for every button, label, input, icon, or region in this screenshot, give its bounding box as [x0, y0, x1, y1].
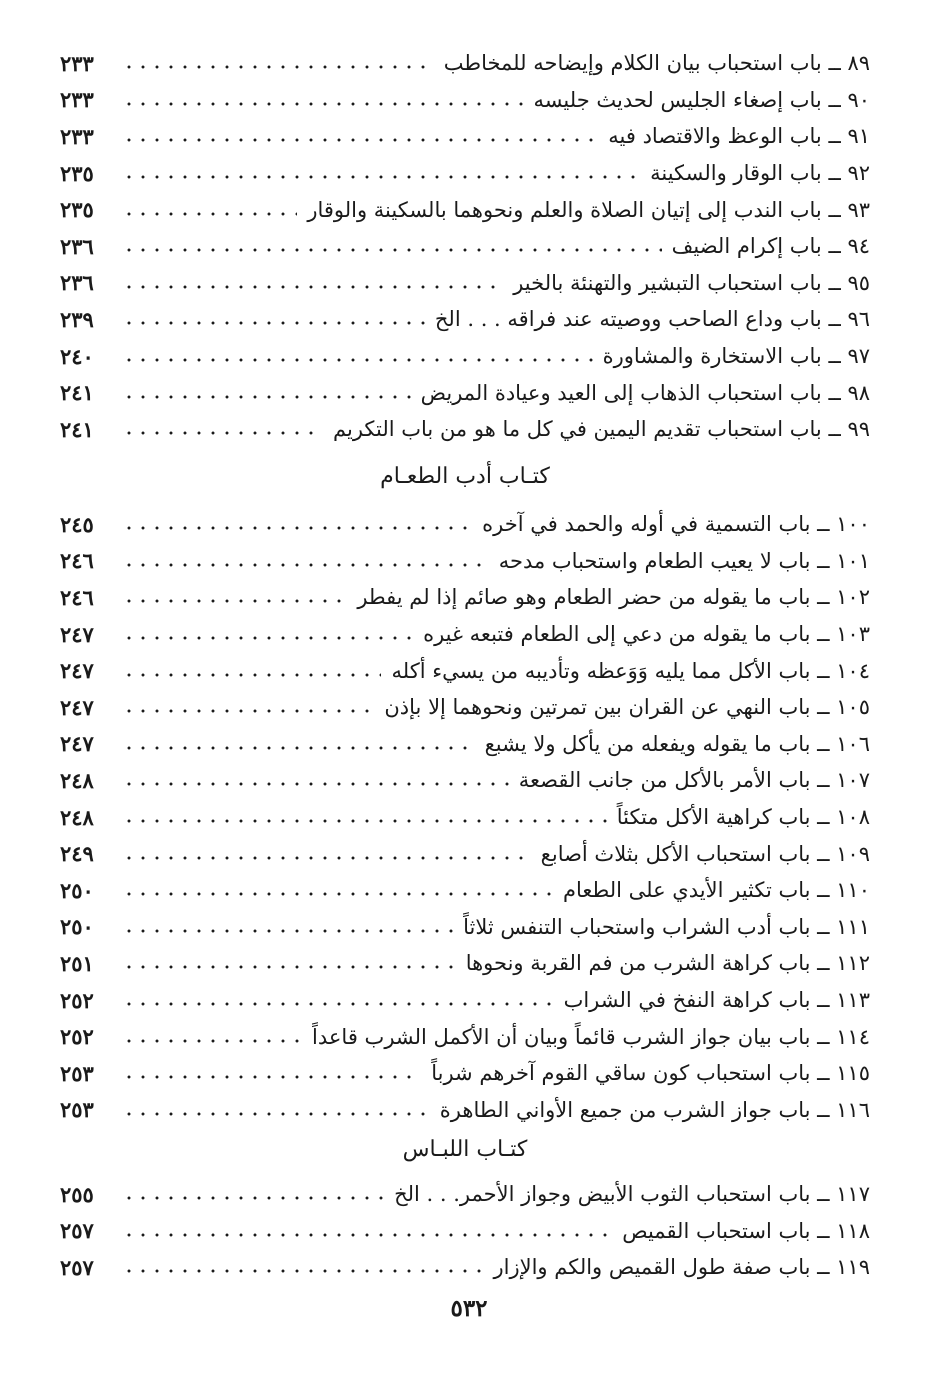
entry-title: ٩٩ ــ باب استحباب تقديم اليمين في كل ما هو من باب التكريم	[333, 417, 870, 442]
toc-entry	[60, 799, 870, 836]
entry-page-number: ٢٥٧	[60, 1218, 94, 1244]
dot-leader	[122, 173, 640, 181]
entry-title: ٩٥ ــ باب استحباب التبشير والتهنئة بالخير	[513, 270, 870, 295]
entry-title: ١٠٩ ــ باب استحباب الأكل بثلاث أصابع	[540, 841, 870, 866]
toc-entry	[60, 1249, 870, 1286]
toc-entry	[60, 228, 870, 265]
entry-title: ١٠٢ ــ باب ما يقوله من حضر الطعام وهو صائم إذا لم يفطر	[357, 585, 870, 610]
entry-page-number: ٢٥٧	[60, 1254, 94, 1280]
dot-leader	[122, 597, 347, 605]
dot-leader	[122, 963, 456, 971]
entry-page-number: ٢٣٦	[60, 270, 94, 296]
entry-page-number: ٢٤٥	[60, 511, 94, 537]
entry-title: ٩٤ ــ باب إكرام الضيف	[671, 234, 870, 259]
toc-entry	[60, 338, 870, 375]
dot-leader	[122, 429, 323, 437]
page-number: ٥٣٢	[450, 1295, 488, 1322]
entry-title: ١١٦ ــ باب جواز الشرب من جميع الأواني الطاهرة	[439, 1097, 870, 1122]
toc-entry	[60, 543, 870, 580]
dot-leader	[122, 393, 411, 401]
toc-entry	[60, 762, 870, 799]
entry-page-number: ٢٣٣	[60, 50, 94, 76]
entry-page-number: ٢٥٣	[60, 1060, 94, 1086]
entry-page-number: ٢٤٧	[60, 658, 94, 684]
toc-entry	[60, 118, 870, 155]
toc-entry	[60, 652, 870, 689]
dot-leader	[122, 927, 453, 935]
toc-entry	[60, 689, 870, 726]
entry-page-number: ٢٤٧	[60, 731, 94, 757]
entry-page-number: ٢٤٦	[60, 548, 94, 574]
dot-leader	[122, 63, 434, 71]
entry-page-number: ٢٤٦	[60, 584, 94, 610]
entry-page-number: ٢٣٣	[60, 87, 94, 113]
entry-page-number: ٢٤٠	[60, 343, 94, 369]
entry-title: ٩٦ ــ باب وداع الصاحب ووصيته عند فراقه . . . الخ	[434, 307, 870, 332]
dot-leader	[122, 817, 607, 825]
entry-title: ١١٩ ــ باب صفة طول القميص والكم والإزار	[493, 1255, 870, 1280]
dot-leader	[122, 524, 472, 532]
dot-leader	[122, 634, 413, 642]
entry-title: ٩٣ ــ باب الندب إلى إتيان الصلاة والعلم ونحوهما بالسكينة والوقار	[307, 197, 870, 222]
entry-title: ٩٨ ــ باب استحباب الذهاب إلى العيد وعيادة المريض	[420, 380, 870, 405]
toc-entry	[60, 1092, 870, 1129]
entry-title: ١٠٧ ــ باب الأمر بالأكل من جانب القصعة	[518, 768, 870, 793]
dot-leader	[122, 246, 662, 254]
dot-leader	[122, 1110, 430, 1118]
dot-leader	[122, 1231, 612, 1239]
dot-leader	[122, 100, 523, 108]
dot-leader	[122, 1000, 554, 1008]
toc-entry	[60, 1055, 870, 1092]
toc-entry	[60, 506, 870, 543]
toc-entry	[60, 982, 870, 1019]
toc-entry	[60, 191, 870, 228]
entry-title: ١١١ ــ باب أدب الشراب واستحباب التنفس ثلاثاً	[463, 914, 870, 939]
entry-page-number: ٢٥١	[60, 950, 94, 976]
entry-title: ١١٢ ــ باب كراهة الشرب من فم القربة ونحوها	[465, 951, 870, 976]
entry-title: ٩٢ ــ باب الوقار والسكينة	[650, 161, 870, 186]
entry-page-number: ٢٥٠	[60, 877, 94, 903]
toc-group-1	[60, 506, 870, 1128]
entry-page-number: ٢٤٩	[60, 841, 94, 867]
toc-entry	[60, 835, 870, 872]
section-heading: كتـاب أدب الطعـام	[380, 464, 550, 489]
entry-title: ١٠١ ــ باب لا يعيب الطعام واستحباب مدحه	[498, 548, 870, 573]
entry-page-number: ٢٣٦	[60, 233, 94, 259]
dot-leader	[122, 319, 425, 327]
entry-title: ١٠٥ ــ باب النهي عن القران بين تمرتين ونحوهما إلا بإذن	[384, 695, 870, 720]
entry-page-number: ٢٥٢	[60, 1024, 94, 1050]
entry-title: ١٠٦ ــ باب ما يقوله ويفعله من يأكل ولا يشبع	[484, 731, 870, 756]
dot-leader	[122, 744, 475, 752]
toc-entry	[60, 155, 870, 192]
toc-entry	[60, 945, 870, 982]
entry-page-number: ٢٣٩	[60, 306, 94, 332]
entry-title: ٩١ ــ باب الوعظ والاقتصاد فيه	[608, 124, 870, 149]
dot-leader	[122, 210, 297, 218]
entry-title: ٩٠ ــ باب إصغاء الجليس لحديث جليسه	[533, 87, 870, 112]
dot-leader	[122, 780, 509, 788]
toc-group-0	[60, 45, 870, 448]
entry-title: ١٠٠ ــ باب التسمية في أوله والحمد في آخره	[482, 512, 870, 537]
entry-title: ١١٥ ــ باب استحباب كون ساقي القوم آخرهم شرباً	[431, 1061, 870, 1086]
entry-page-number: ٢٥٣	[60, 1097, 94, 1123]
toc-entry	[60, 82, 870, 119]
toc-entry	[60, 872, 870, 909]
entry-page-number: ٢٣٣	[60, 123, 94, 149]
dot-leader	[122, 283, 503, 291]
entry-page-number: ٢٤١	[60, 380, 94, 406]
entry-title: ٨٩ ــ باب استحباب بيان الكلام وإيضاحه للمخاطب	[443, 51, 870, 76]
dot-leader	[122, 1194, 384, 1202]
toc-group-2	[60, 1176, 870, 1286]
toc-entry	[60, 1176, 870, 1213]
entry-page-number: ٢٤١	[60, 416, 94, 442]
toc-entry	[60, 1213, 870, 1250]
entry-title: ٩٧ ــ باب الاستخارة والمشاورة	[602, 344, 870, 369]
toc-entry	[60, 1018, 870, 1055]
toc-entry	[60, 301, 870, 338]
dot-leader	[122, 561, 489, 569]
entry-page-number: ٢٤٨	[60, 804, 94, 830]
entry-title: ١٠٨ ــ باب كراهية الأكل متكئاً	[616, 805, 870, 830]
dot-leader	[122, 707, 374, 715]
entry-page-number: ٢٥٠	[60, 914, 94, 940]
dot-leader	[122, 1267, 484, 1275]
entry-page-number: ٢٤٧	[60, 694, 94, 720]
entry-title: ١١٤ ــ باب بيان جواز الشرب قائماً وبيان أن الأكمل الشرب قاعداً	[312, 1024, 870, 1049]
toc-entry	[60, 265, 870, 302]
dot-leader	[122, 356, 593, 364]
entry-page-number: ٢٣٥	[60, 160, 94, 186]
entry-page-number: ٢٤٧	[60, 621, 94, 647]
toc-entry	[60, 616, 870, 653]
dot-leader	[122, 671, 381, 679]
toc-entry	[60, 45, 870, 82]
toc-entry	[60, 411, 870, 448]
entry-page-number: ٢٥٢	[60, 987, 94, 1013]
dot-leader	[122, 890, 553, 898]
dot-leader	[122, 1037, 302, 1045]
toc-entry	[60, 374, 870, 411]
entry-page-number: ٢٤٨	[60, 767, 94, 793]
entry-title: ١١٨ ــ باب استحباب القميص	[622, 1218, 870, 1243]
entry-title: ١١٣ ــ باب كراهة النفخ في الشراب	[563, 988, 870, 1013]
entry-title: ١٠٣ ــ باب ما يقوله من دعي إلى الطعام فتبعه غيره	[423, 622, 870, 647]
toc-entry	[60, 579, 870, 616]
dot-leader	[122, 854, 531, 862]
entry-title: ١١٧ ــ باب استحباب الثوب الأبيض وجواز الأحمر. . . الخ	[394, 1182, 870, 1207]
entry-page-number: ٢٥٥	[60, 1181, 94, 1207]
entry-title: ١١٠ ــ باب تكثير الأيدي على الطعام	[562, 878, 870, 903]
toc-entry	[60, 726, 870, 763]
dot-leader	[122, 136, 598, 144]
toc-entry	[60, 909, 870, 946]
section-heading: كتـاب اللبـاس	[402, 1137, 528, 1162]
entry-page-number: ٢٣٥	[60, 197, 94, 223]
entry-title: ١٠٤ ــ باب الأكل مما يليه وَوَعظه وتأديبه من يسيء أكله	[391, 658, 870, 683]
dot-leader	[122, 1073, 421, 1081]
